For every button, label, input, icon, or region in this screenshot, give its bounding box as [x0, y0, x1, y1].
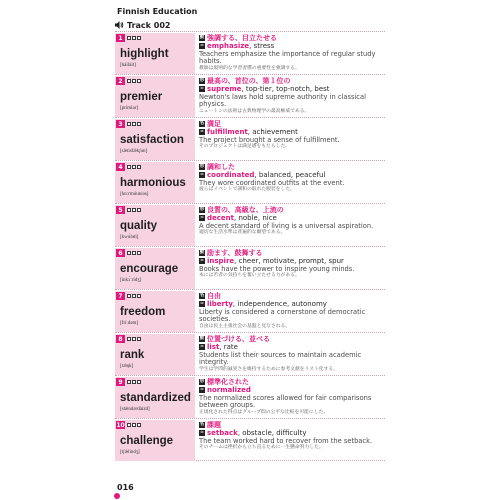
part-of-speech-badge: 動: [199, 250, 205, 255]
entry-number: 2: [116, 77, 125, 85]
checkbox[interactable]: [127, 208, 131, 212]
key-synonym: decent: [207, 214, 234, 223]
word-panel: [115, 291, 195, 332]
vocab-entry: [115, 160, 385, 203]
word-panel: [115, 162, 195, 203]
pronunciation: [prímiər]: [120, 106, 139, 111]
synonym-badge-icon: =: [200, 258, 204, 264]
vocab-entry: [115, 203, 385, 246]
synonym-badge-icon: =: [200, 43, 204, 49]
other-synonyms: , balanced, peaceful: [254, 171, 326, 180]
key-synonym: fulfillment: [207, 128, 248, 137]
part-of-speech-badge: 動: [199, 336, 205, 341]
other-synonyms: , achievement: [247, 128, 298, 137]
entry-number-strip: [116, 163, 142, 171]
part-of-speech-badge: 形: [199, 164, 205, 169]
word-panel: [115, 205, 195, 246]
word-panel: [115, 334, 195, 375]
word-panel: [115, 76, 195, 117]
headword: harmonious: [120, 177, 186, 189]
synonym-badge-icon: =: [200, 301, 204, 307]
word-panel: [115, 119, 195, 160]
headword: challenge: [120, 435, 174, 447]
example-translation: ニュートンの法則は古典物理学の最高権威である。: [199, 108, 310, 114]
track-label: Track 002: [127, 20, 171, 30]
check-boxes: [127, 36, 142, 40]
key-synonym: list: [207, 343, 220, 352]
pronunciation: [tʃǽlindʒ]: [120, 450, 140, 455]
example-translation: 本には若者の気持ちを奮い立たせる力がある。: [199, 273, 300, 279]
checkbox[interactable]: [137, 423, 141, 427]
check-boxes: [127, 380, 142, 384]
example-sentence: The project brought a sense of fulfillment.: [199, 135, 340, 144]
entry-number: 8: [116, 335, 125, 343]
audio-track-button[interactable]: [114, 20, 170, 30]
synonym-badge-icon: =: [200, 344, 204, 350]
vocab-entry: [115, 418, 385, 461]
entry-number: 9: [116, 378, 125, 386]
example-sentence: They wore coordinated outfits at the event.: [199, 178, 345, 187]
synonym-badge-icon: =: [200, 129, 204, 135]
headword: rank: [120, 349, 145, 361]
checkbox[interactable]: [137, 36, 141, 40]
entry-number: 6: [116, 249, 125, 257]
check-boxes: [127, 165, 142, 169]
other-synonyms: , obstacle, difficulty: [237, 429, 307, 438]
other-synonyms: , stress: [249, 42, 275, 51]
definition-panel: [199, 120, 385, 150]
example-translation: 彼らはイベントで調和の取れた服装をした。: [199, 187, 295, 193]
pronunciation: [kwɑ́ləti]: [120, 235, 139, 240]
checkbox[interactable]: [132, 36, 136, 40]
entry-number: 4: [116, 163, 125, 171]
vocab-entry: [115, 246, 385, 289]
checkbox[interactable]: [127, 79, 131, 83]
entry-number: 10: [116, 421, 125, 429]
example-translation: 適切な生活水準は普遍的な願望である。: [199, 230, 286, 236]
checkbox[interactable]: [127, 294, 131, 298]
japanese-meaning: 標準化された: [207, 378, 249, 386]
japanese-meaning: 満足: [207, 120, 221, 128]
synonym-badge-icon: =: [200, 387, 204, 393]
pronunciation: [háilàit]: [120, 63, 136, 68]
checkbox[interactable]: [137, 380, 141, 384]
headword: satisfaction: [120, 134, 184, 146]
checkbox[interactable]: [132, 79, 136, 83]
entry-number: 1: [116, 34, 125, 42]
headword: standardized: [120, 392, 191, 404]
synonym-badge-icon: =: [200, 86, 204, 92]
vocab-entry: [115, 332, 385, 375]
definition-panel: [199, 249, 385, 279]
check-boxes: [127, 79, 142, 83]
checkbox[interactable]: [132, 423, 136, 427]
japanese-meaning: 励ます、鼓舞する: [207, 249, 263, 257]
entry-number-strip: [116, 34, 142, 42]
checkbox[interactable]: [127, 251, 131, 255]
checkbox[interactable]: [127, 337, 131, 341]
word-panel: [115, 420, 195, 461]
part-of-speech-badge: 名: [199, 121, 205, 126]
key-synonym: liberty: [207, 300, 233, 309]
pronunciation: [sæ̀tisfǽkʃən]: [120, 149, 148, 154]
key-synonym: inspire: [207, 257, 235, 266]
page-number: 016: [117, 483, 134, 492]
definition-panel: [199, 77, 385, 115]
part-of-speech-badge: 形: [199, 207, 205, 212]
japanese-meaning: 調和した: [207, 163, 235, 171]
definition-panel: [199, 335, 385, 373]
definition-panel: [199, 206, 385, 236]
japanese-meaning: 最高の、首位の、第１位の: [207, 77, 291, 85]
vocab-entry: [115, 375, 385, 418]
example-translation: 正規化された得点はグループ間の公平な比較を可能にした。: [199, 409, 329, 415]
checkbox[interactable]: [137, 294, 141, 298]
entry-number-strip: [116, 421, 142, 429]
part-of-speech-badge: 形: [199, 78, 205, 83]
vocab-entry: [115, 31, 385, 74]
definition-panel: [199, 421, 385, 451]
key-synonym: coordinated: [207, 171, 255, 180]
checkbox[interactable]: [127, 36, 131, 40]
example-sentence: The team worked hard to recover from the setback.: [199, 436, 373, 445]
headword: highlight: [120, 48, 169, 60]
checkbox[interactable]: [137, 122, 141, 126]
example-sentence: Students list their sources to maintain academic integrity.: [199, 350, 362, 367]
headword: freedom: [120, 306, 166, 318]
entry-number-strip: [116, 120, 142, 128]
synonym-badge-icon: =: [200, 215, 204, 221]
japanese-meaning: 良質の、高級な、上流の: [207, 206, 284, 214]
check-boxes: [127, 208, 142, 212]
japanese-meaning: 課題: [207, 421, 221, 429]
headword: quality: [120, 220, 158, 232]
example-translation: そのチームは挫折から立ち直るために一生懸命努力した。: [199, 445, 324, 451]
synonym-badge-icon: =: [200, 430, 204, 436]
synonym-badge-icon: =: [200, 172, 204, 178]
part-of-speech-badge: 動: [199, 35, 205, 40]
japanese-meaning: 自由: [207, 292, 221, 300]
checkbox[interactable]: [132, 380, 136, 384]
checkbox[interactable]: [137, 208, 141, 212]
vocab-entry: [115, 289, 385, 332]
japanese-meaning: 位置づける、並べる: [207, 335, 270, 343]
checkbox[interactable]: [132, 294, 136, 298]
pronunciation: [rǽŋk]: [120, 364, 134, 369]
checkbox[interactable]: [132, 122, 136, 126]
key-synonym: setback: [207, 429, 238, 438]
checkbox[interactable]: [127, 122, 131, 126]
other-synonyms: , cheer, motivate, prompt, spur: [234, 257, 344, 266]
example-translation: 学生は学問的誠実さを維持するために参考文献をリスト化する。: [199, 366, 339, 372]
other-synonyms: , rate: [219, 343, 238, 352]
other-synonyms: , noble, nice: [234, 214, 277, 223]
word-panel: [115, 248, 195, 289]
example-sentence: Newton's laws hold supreme authority in classical physics.: [199, 92, 366, 109]
example-translation: そのプロジェクトは満足感をもたらした。: [199, 144, 291, 150]
entry-number-strip: [116, 335, 142, 343]
word-panel: [115, 377, 195, 418]
section-title: Finnish Education: [117, 7, 198, 16]
entry-number-strip: [116, 378, 142, 386]
vocab-entry: [115, 117, 385, 160]
entry-number-strip: [116, 77, 142, 85]
key-synonym: supreme: [207, 85, 242, 94]
entry-number-strip: [116, 292, 142, 300]
vocab-entry: [115, 74, 385, 117]
definition-panel: [199, 34, 385, 72]
check-boxes: [127, 423, 142, 427]
checkbox[interactable]: [137, 251, 141, 255]
entry-number-strip: [116, 249, 142, 257]
entry-number-strip: [116, 206, 142, 214]
page-marker-dot: [114, 493, 120, 499]
vocabulary-list: [115, 31, 385, 461]
checkbox[interactable]: [132, 208, 136, 212]
part-of-speech-badge: 形: [199, 379, 205, 384]
definition-panel: [199, 163, 385, 193]
entry-number: 3: [116, 120, 125, 128]
part-of-speech-badge: 名: [199, 293, 205, 298]
example-translation: 自由は民主主義社会の基盤と見なされる。: [199, 323, 291, 329]
other-synonyms: , independence, autonomy: [232, 300, 327, 309]
example-sentence: Liberty is considered a cornerstone of democratic societies.: [199, 307, 366, 324]
checkbox[interactable]: [132, 251, 136, 255]
checkbox[interactable]: [127, 165, 131, 169]
checkbox[interactable]: [127, 380, 131, 384]
part-of-speech-badge: 名: [199, 422, 205, 427]
example-translation: 教師は規則的な学習習慣の重要性を強調する。: [199, 65, 300, 71]
checkbox[interactable]: [132, 165, 136, 169]
check-boxes: [127, 122, 142, 126]
check-boxes: [127, 337, 142, 341]
headword: encourage: [120, 263, 179, 275]
japanese-meaning: 強調する、目立たせる: [207, 34, 277, 42]
checkbox[interactable]: [127, 423, 131, 427]
entry-number: 7: [116, 292, 125, 300]
example-sentence: The normalized scores allowed for fair comparisons between groups.: [199, 393, 372, 410]
example-sentence: Books have the power to inspire young minds.: [199, 264, 355, 273]
key-synonym: emphasize: [207, 42, 250, 51]
checkbox[interactable]: [137, 165, 141, 169]
speaker-icon: [114, 20, 124, 30]
headword: premier: [120, 91, 163, 103]
checkbox[interactable]: [132, 337, 136, 341]
example-sentence: Teachers emphasize the importance of regular study habits.: [199, 49, 376, 66]
example-sentence: A decent standard of living is a universal aspiration.: [199, 221, 374, 230]
pronunciation: [stǽndərdàizd]: [120, 407, 150, 412]
key-synonym: normalized: [207, 386, 251, 395]
pronunciation: [inkɔ́ːridʒ]: [120, 278, 142, 283]
checkbox[interactable]: [137, 337, 141, 341]
other-synonyms: , top-tier, top-notch, best: [241, 85, 330, 94]
definition-panel: [199, 292, 385, 330]
check-boxes: [127, 294, 142, 298]
pronunciation: [fríːdəm]: [120, 321, 139, 326]
definition-panel: [199, 378, 385, 416]
checkbox[interactable]: [137, 79, 141, 83]
check-boxes: [127, 251, 142, 255]
entry-number: 5: [116, 206, 125, 214]
word-panel: [115, 33, 195, 74]
pronunciation: [hɑːrmóuniəs]: [120, 192, 149, 197]
